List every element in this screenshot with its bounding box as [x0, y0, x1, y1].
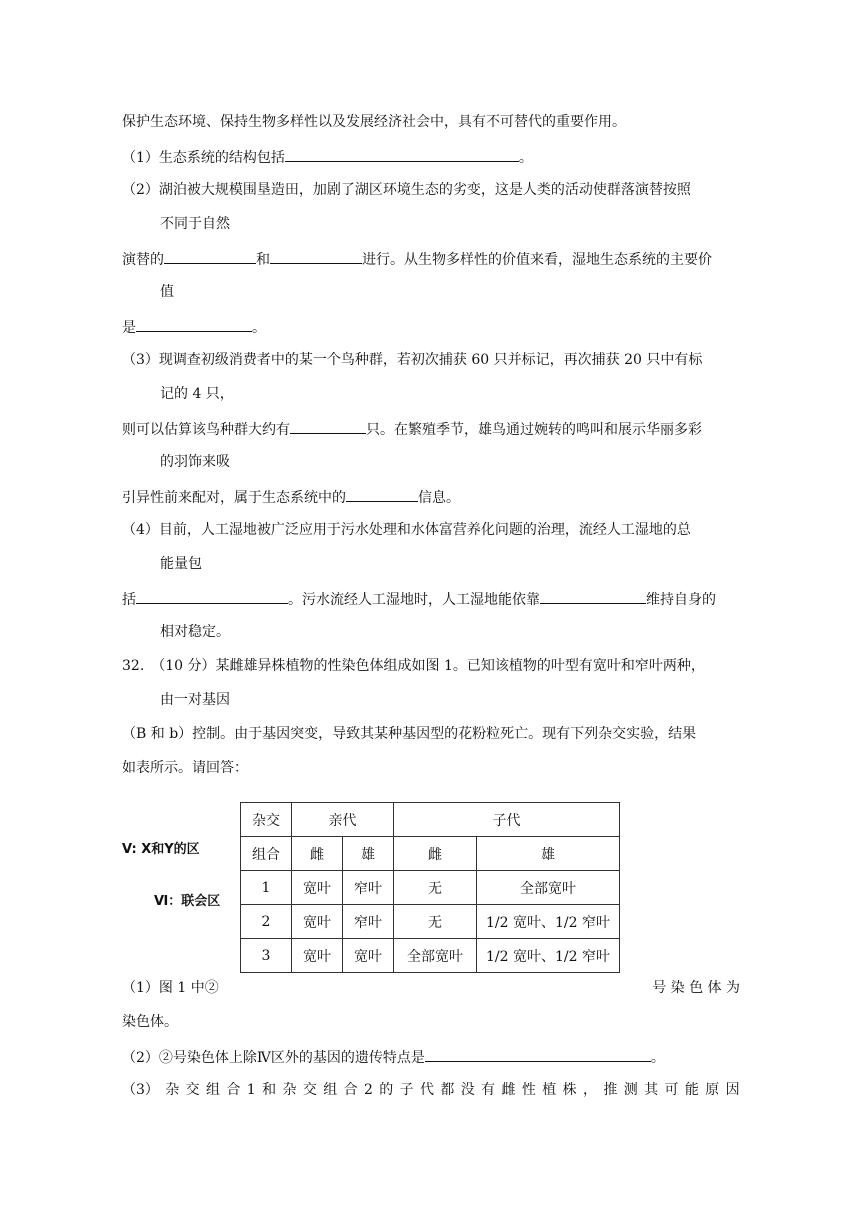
question-text: 。	[518, 150, 533, 166]
question-glyph: 性	[521, 1082, 536, 1098]
question-text: 。	[252, 320, 266, 336]
table-cell: 宽叶	[292, 871, 343, 905]
table-cell: 无	[394, 871, 477, 905]
question-32-line-3: （B 和 b）控制。由于基因突变，导致其某种基因型的花粉粒死亡。现有下列杂交实验，结果	[122, 726, 697, 742]
figure-label: Ⅵ：联会区	[154, 894, 221, 909]
question-4-line-3	[122, 588, 716, 610]
question-glyph: 杂	[282, 1082, 297, 1098]
question-glyph: 组	[323, 1082, 338, 1098]
question-text: 引异性前来配对，属于生态系统中的	[122, 490, 346, 506]
table-row	[241, 939, 620, 973]
question-text: （1）生态系统的结构包括	[122, 150, 285, 166]
question-glyph: 子	[399, 1082, 414, 1098]
figure-1-label-region-v	[122, 838, 234, 857]
question-text: 号 染 色 体 为	[652, 980, 740, 996]
table-cell: 全部宽叶	[477, 871, 620, 905]
table-header-cell: 组合	[241, 837, 292, 871]
question-glyph: 没	[460, 1082, 475, 1098]
question-3-line-4: 的羽饰来吸	[160, 454, 230, 470]
question-3-line-3	[122, 418, 702, 440]
question-text: 和	[256, 252, 270, 268]
table-header-cell: 亲代	[292, 803, 394, 837]
question-2-line-5	[122, 316, 266, 338]
table-header-row	[241, 837, 620, 871]
sub-question-2	[122, 1046, 665, 1068]
table-cell: 窄叶	[343, 871, 394, 905]
question-glyph: 有	[481, 1082, 496, 1098]
question-1	[122, 146, 533, 168]
question-text: 信息。	[418, 490, 460, 506]
answer-blank	[346, 486, 418, 502]
table-header-cell: 雄	[343, 837, 394, 871]
question-glyph: 交	[185, 1082, 200, 1098]
question-glyph: 雌	[501, 1082, 516, 1098]
question-4-line-2: 能量包	[160, 556, 202, 572]
question-text: 演替的	[122, 252, 164, 268]
question-glyph: 和	[262, 1082, 277, 1098]
question-3-line-5	[122, 486, 460, 508]
question-4-line-4: 相对稳定。	[160, 624, 230, 640]
question-glyph: 原	[705, 1082, 720, 1098]
question-glyph: 的	[379, 1082, 394, 1098]
question-glyph: 组	[206, 1082, 221, 1098]
sub-question-1-line-1	[122, 978, 740, 998]
question-glyph: 1	[246, 1082, 256, 1098]
question-glyph: 株	[562, 1082, 577, 1098]
question-text: 只。在繁殖季节，雄鸟通过婉转的鸣叫和展示华丽多彩	[366, 422, 702, 438]
question-2-line-3	[122, 248, 712, 270]
table-cell: 宽叶	[292, 905, 343, 939]
question-text: 维持自身的	[646, 592, 716, 608]
question-text: 括	[122, 592, 136, 608]
question-glyph: 植	[542, 1082, 557, 1098]
question-text: 。污水流经人工湿地时，人工湿地能依靠	[288, 592, 540, 608]
question-2-line-4: 值	[160, 284, 174, 300]
answer-blank	[290, 418, 366, 434]
question-text: 。	[650, 1050, 665, 1066]
table-header-cell: 子代	[394, 803, 620, 837]
question-text: （1）图 1 中②	[122, 980, 219, 996]
answer-blank	[540, 588, 646, 604]
figure-label: V: X和Y的区	[122, 842, 200, 857]
figure-1-label-region-vi	[154, 890, 234, 909]
question-32-line-1: 32. （10 分）某雌雄异株植物的性染色体组成如图 1。已知该植物的叶型有宽叶和窄叶两种，	[122, 658, 705, 674]
table-cell: 宽叶	[292, 939, 343, 973]
question-glyph: 代	[420, 1082, 435, 1098]
question-text: （2）②号染色体上除Ⅳ区外的基因的遗传特点是	[122, 1050, 425, 1066]
question-glyph: （3）	[122, 1082, 159, 1098]
table-cell: 窄叶	[343, 905, 394, 939]
question-text: 是	[122, 320, 136, 336]
answer-blank	[136, 588, 288, 604]
question-2-line-2: 不同于自然	[160, 216, 230, 232]
table-header-cell: 雄	[477, 837, 620, 871]
question-glyph: 2	[363, 1082, 373, 1098]
question-2-line-1: （2）湖泊被大规模围垦造田，加剧了湖区环境生态的劣变，这是人类的活动使群落演替按照	[122, 182, 691, 198]
table-cell: 1/2 宽叶、1/2 窄叶	[477, 905, 620, 939]
question-glyph: 杂	[165, 1082, 180, 1098]
answer-blank	[164, 248, 256, 264]
question-32-line-2: 由一对基因	[160, 692, 230, 708]
answer-blank	[136, 316, 252, 332]
table-header-cell: 雌	[292, 837, 343, 871]
answer-blank	[285, 146, 519, 162]
sub-question-1-line-2: 染色体。	[122, 1014, 178, 1030]
question-glyph: 推	[603, 1082, 618, 1098]
question-3-line-2: 记的 4 只，	[160, 386, 234, 402]
question-3-line-1: （3）现调查初级消费者中的某一个鸟种群，若初次捕获 60 只并标记，再次捕获 20 只中有标	[122, 352, 703, 368]
question-glyph: 都	[440, 1082, 455, 1098]
answer-blank	[425, 1046, 651, 1062]
question-text: 进行。从生物多样性的价值来看，湿地生态系统的主要价	[362, 252, 712, 268]
table-cell: 宽叶	[343, 939, 394, 973]
sub-question-3	[122, 1080, 740, 1100]
table-header-cell: 杂交	[241, 803, 292, 837]
table-cell: 2	[241, 905, 292, 939]
question-glyph: 其	[644, 1082, 659, 1098]
question-glyph: 测	[623, 1082, 638, 1098]
table-cell: 1/2 宽叶、1/2 窄叶	[477, 939, 620, 973]
table-cell: 全部宽叶	[394, 939, 477, 973]
table-row	[241, 905, 620, 939]
question-glyph: 因	[725, 1082, 740, 1098]
question-glyph: 合	[343, 1082, 358, 1098]
table-cell: 无	[394, 905, 477, 939]
table-row	[241, 871, 620, 905]
table-cell: 1	[241, 871, 292, 905]
question-glyph: 交	[302, 1082, 317, 1098]
paragraph-line: 保护生态环境、保持生物多样性以及发展经济社会中，具有不可替代的重要作用。	[122, 114, 626, 130]
question-glyph: 可	[664, 1082, 679, 1098]
table-cell: 3	[241, 939, 292, 973]
question-glyph: 能	[684, 1082, 699, 1098]
table-header-row	[241, 803, 620, 837]
question-glyph: 合	[226, 1082, 241, 1098]
question-glyph: ，	[583, 1082, 598, 1098]
question-4-line-1: （4）目前，人工湿地被广泛应用于污水处理和水体富营养化问题的治理，流经人工湿地的总	[122, 522, 691, 538]
answer-blank	[270, 248, 362, 264]
table-header-cell: 雌	[394, 837, 477, 871]
question-text: 则可以估算该鸟种群大约有	[122, 422, 290, 438]
cross-experiment-table	[240, 802, 620, 973]
question-32-line-4: 如表所示。请回答：	[122, 760, 248, 776]
